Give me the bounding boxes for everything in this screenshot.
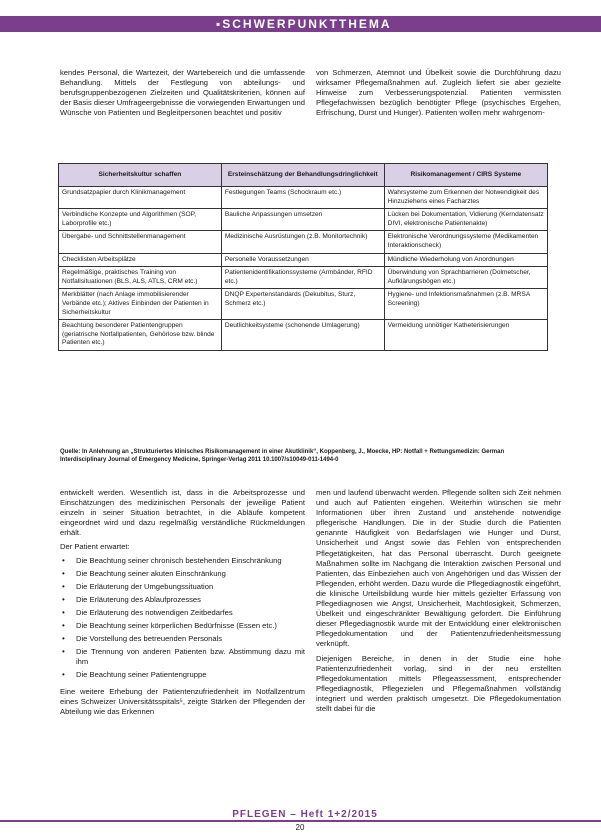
table-row: [59, 231, 548, 253]
bottom-right-column: [316, 488, 561, 718]
table-cell: Vermeidung unnötiger Katheterisierungen: [384, 320, 547, 351]
column-header: Ersteinschätzung der Behandlungsdringlichkeit: [221, 164, 384, 187]
table-cell: Lücken bei Dokumentation, Vidierung (Kerndatensatz DIVI, elektronische Patientenakte): [384, 209, 547, 231]
table-header-row: [59, 164, 548, 187]
paragraph: von Schmerzen, Atemnot und Übelkeit sowie die Durchführung dazu wirksamer Pflegemaßnahmen auf. Zugleich liefert sie aber gezielte Hinweise zum Verbesserungspotenzial. Patienten vermissten Pflegefachwissen bezüglich benötigter Pflege (psychisches Ergehen, Erfrischung, Durst und Hunger). Patienten wollen mehr wahrgenom-: [316, 68, 561, 118]
table-source-caption: Quelle: In Anlehnung an „Strukturiertes klinisches Risikomanagement in einer Akutklinik“, Koppenberg, J., Moecke, HP: Notfall + Rettungsmedizin: German Interdisciplinary Journal of Emergency Medicine, Springer-Verlag 2011 10.1007/s10049-011-1494-0: [60, 449, 505, 463]
paragraph: Diejenigen Bereiche, in denen in der Studie eine hohe Patientenzufriedenheit vorlag, sind in der neu erstellten Pflegedokumentation mittels Pflegeassessment, entsprechender Pflegediagnostik, Pflegezielen und Pflegemaßnahmen vollständig integriert und werden praktisch umgesetzt. Die Pflegedokumentation stellt dabei für die: [316, 653, 561, 713]
table-cell: Bauliche Anpassungen umsetzen: [221, 209, 384, 231]
table-cell: DNQP Expertenstandards (Dekubitus, Sturz, Schmerz etc.): [221, 289, 384, 320]
bullet-icon: •: [62, 621, 65, 631]
column-header: Risikomanagement / CIRS Systeme: [384, 164, 547, 187]
bullet-icon: •: [62, 555, 65, 565]
bullet-icon: •: [62, 607, 65, 617]
table-cell: Wahrsysteme zum Erkennen der Notwendigkeit des Hinzuziehens eines Facharztes: [384, 187, 547, 209]
bullet-icon: •: [62, 594, 65, 604]
bullet-icon: •: [62, 568, 65, 578]
table-cell: Patientenidentifikationssysteme (Armbänder, RFID etc.): [221, 267, 384, 289]
table-row: [59, 320, 548, 351]
page-number: 20: [295, 823, 305, 832]
paragraph: entwickelt werden. Wesentlich ist, dass in die Arbeitsprozesse und Einschätzungen des medizinischen Personals der jeweilige Patient einzeln in seiner Situation betrachtet, in die Abläufe kompetent eingeordnet wird und dazu regelmäßig verständliche Rückmeldungen erhält.: [60, 488, 305, 538]
bottom-left-column: [60, 488, 305, 721]
paragraph: kendes Personal, die Wartezeit, der Wartebereich und die umfassende Behandlung. Mittels der Festlegung von abteilungs- und berufsgruppenbezogenen Zielzeiten und Qualitätskriterien, können auf der Basis dieser Umfrageergebnisse die vorwiegenden Erwartungen und Wünsche von Patienten und Begleitpersonen beachtet und positiv: [60, 68, 305, 118]
table-cell: Mündliche Wiederholung von Anordnungen: [384, 253, 547, 267]
table-cell: Übergabe- und Schnittstellenmanagement: [59, 231, 222, 253]
list-item: • Die Vorstellung des betreuenden Personals: [62, 634, 223, 644]
top-right-column: [316, 68, 561, 122]
section-title: ▪SCHWERPUNKTTHEMA: [216, 17, 392, 31]
expectations-list: [60, 556, 305, 681]
table-cell: Beachtung besonderer Patientengruppen (geriatrische Notfallpatienten, Gehörlose bzw. blinde Patienten etc.): [59, 320, 222, 351]
paragraph: Eine weitere Erhebung der Patientenzufriedenheit im Notfallzentrum eines Schweizer Universitätsspitals⁵, zeigte Stärken der Pflegenden der Abteilung wie das Erkennen: [60, 686, 305, 716]
paragraph: men und laufend überwacht werden. Pflegende sollten sich Zeit nehmen und auch auf Patienten eingehen. Weiterhin wünschen sie mehr Informationen über ihren Zustand und anstehende notwendige pflegerische Handlungen. Die in der Studie durch die Patienten genannte Häufigkeit von Bedarfslagen wie Hunger und Durst, Unsicherheit und Angst sowie das Fehlen von entsprechenden Pflegetätigkeiten, hat das Personal überrascht. Durch geeignete Maßnahmen sollte im Nachgang die Interaktion zwischen Personal und Patienten, das Einbeziehen auch von Angehörigen und das Wissen der Pflegenden, erhöht werden. Dazu wurde die Pflegediagnostik eingeführt, die klinische Urteilsbildung wurde hier mittels gezielter Erfassung von Pflegediagnosen wie Angst, Unsicherheit, Machtlosigkeit, Schmerzen, Übelkeit und eingeschränkter Bewältigung gefordert. Die Einführung dieser Pflegediagnostik wurde mit der Entwicklung einer elektronischen Pflegedokumentation und der Patientenzufriedenheitsmessung verknüpft.: [316, 488, 561, 649]
list-item: • Die Beachtung seiner akuten Einschränkung: [62, 568, 226, 578]
table-cell: Grundsatzpapier durch Klinikmanagement: [59, 187, 222, 209]
bullet-icon: •: [62, 634, 65, 644]
list-heading: Der Patient erwartet:: [60, 542, 130, 552]
table-cell: Regelmäßige, praktisches Training von Notfallsituationen (BLS, ALS, ATLS, CRM etc.): [59, 267, 222, 289]
table-row: [59, 289, 548, 320]
risk-management-table: [58, 163, 548, 351]
table-cell: Deutlichkeitsysteme (schonende Umlagerung): [221, 320, 384, 351]
table-cell: Hygiene- und Infektionsmaßnahmen (z.B. MRSA Screening): [384, 289, 547, 320]
top-left-column: [60, 68, 305, 122]
table-cell: Festlegungen Teams (Schockraum etc.): [221, 187, 384, 209]
table-row: [59, 209, 548, 231]
list-item: • Die Beachtung seiner Patientengruppe: [62, 670, 207, 680]
bullet-icon: •: [62, 647, 65, 657]
table-cell: Merkblätter (nach Anlage immobilisierender Verbände etc.); Aktives Einbinden der Patienten in Sicherheitskultur: [59, 289, 222, 320]
table-cell: Elektronische Verordnungssysteme (Medikamenten Interaktionscheck): [384, 231, 547, 253]
table-cell: Personelle Voraussetzungen: [221, 253, 384, 267]
footer-divider: [0, 820, 601, 822]
bullet-icon: •: [62, 670, 65, 680]
table-cell: Verbindliche Konzepte und Algorithmen (SOP, Laborprofile etc.): [59, 209, 222, 231]
list-item: • Die Trennung von anderen Patienten bzw. Abstimmung dazu mit ihm: [62, 647, 305, 667]
column-header: Sicherheitskultur schaffen: [59, 164, 222, 187]
list-item: • Die Beachtung seiner körperlichen Bedürfnisse (Essen etc.): [62, 621, 277, 631]
list-item: • Die Erläuterung des Ablaufprozesses: [62, 594, 201, 604]
list-item: • Die Erläuterung des notwendigen Zeitbedarfes: [62, 607, 233, 617]
journal-footer: PFLEGEN – Heft 1+2/2015: [232, 809, 378, 820]
table-cell: Überwindung von Sprachbarrieren (Dolmetscher, Aufklärungsbögen etc.): [384, 267, 547, 289]
risk-table-container: [58, 163, 548, 351]
table-cell: Medizinische Ausrüstungen (z.B. Monitortechnik): [221, 231, 384, 253]
bullet-icon: •: [62, 581, 65, 591]
table-cell: Checklisten Arbeitsplätze: [59, 253, 222, 267]
table-row: [59, 267, 548, 289]
table-row: [59, 253, 548, 267]
list-item: • Die Beachtung seiner chronisch bestehenden Einschränkung: [62, 555, 282, 565]
table-row: [59, 187, 548, 209]
list-item: • Die Erläuterung der Umgebungssituation: [62, 581, 214, 591]
